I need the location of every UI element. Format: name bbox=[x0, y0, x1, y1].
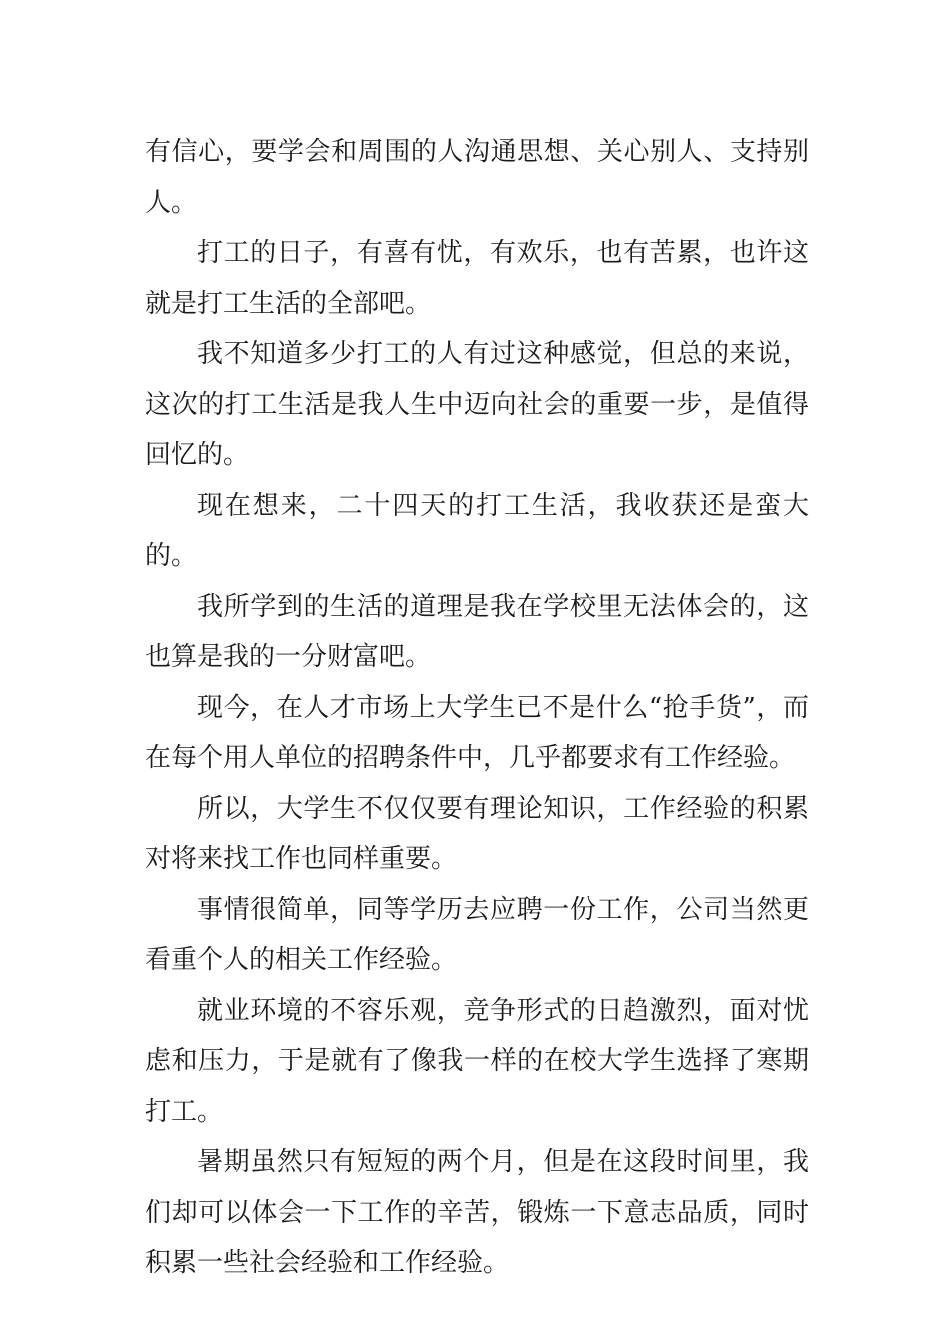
document-body bbox=[145, 127, 809, 1289]
paragraph-4: 现在想来，二十四天的打工生活，我收获还是蛮大的。 bbox=[145, 490, 809, 571]
paragraph-9: 就业环境的不容乐观，竞争形式的日趋激烈，面对忧虑和压力，于是就有了像我一样的在校大学生选择了寒期打工。 bbox=[145, 995, 809, 1127]
paragraph-6: 现今，在人才市场上大学生已不是什么“抢手货”，而在每个用人单位的招聘条件中，几乎都要求有工作经验。 bbox=[145, 692, 809, 773]
paragraph-8: 事情很简单，同等学历去应聘一份工作，公司当然更看重个人的相关工作经验。 bbox=[145, 894, 809, 975]
paragraph-3: 我不知道多少打工的人有过这种感觉，但总的来说，这次的打工生活是我人生中迈向社会的重要一步，是值得回忆的。 bbox=[145, 339, 809, 470]
paragraph-10: 暑期虽然只有短短的两个月，但是在这段时间里，我们却可以体会一下工作的辛苦，锻炼一下意志品质，同时积累一些社会经验和工作经验。 bbox=[145, 1147, 809, 1278]
paragraph-5: 我所学到的生活的道理是我在学校里无法体会的，这也算是我的一分财富吧。 bbox=[145, 591, 809, 672]
paragraph-1: 有信心，要学会和周围的人沟通思想、关心别人、支持别人。 bbox=[145, 137, 809, 218]
paragraph-7: 所以，大学生不仅仅要有理论知识，工作经验的积累对将来找工作也同样重要。 bbox=[145, 793, 809, 874]
paragraph-2: 打工的日子，有喜有忧，有欢乐，也有苦累，也许这就是打工生活的全部吧。 bbox=[145, 238, 809, 319]
